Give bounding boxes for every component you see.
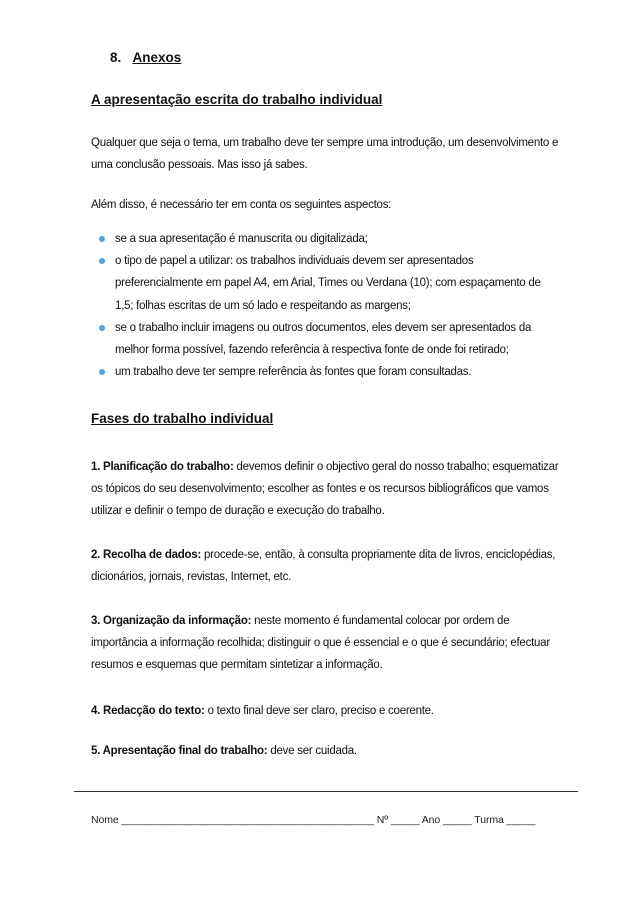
phases-heading: Fases do trabalho individual [91,411,274,426]
bullet-dot-icon [99,369,105,375]
phase-text: deve ser cuidada. [267,745,357,757]
phase-paragraph-5 [91,740,561,762]
phase-paragraph-2 [91,544,561,588]
section-title: Anexos [132,50,182,65]
list-item [91,228,561,250]
phase-paragraph-3 [91,610,561,676]
list-item [91,361,561,383]
phase-label: 3. Organização da informação: [91,615,252,627]
list-item [91,317,561,361]
aspects-lead-paragraph: Além disso, é necessário ter em conta os seguintes aspectos: [91,199,392,211]
intro-paragraph: Qualquer que seja o tema, um trabalho deve ter sempre uma introdução, um desenvolvimento e uma conclusão pessoais. Mas isso já sabes. [91,137,559,171]
section-number: 8. [110,50,122,65]
section-heading [110,50,181,65]
phase-paragraph-1 [91,456,561,522]
aspects-list [91,228,561,383]
presentation-heading: A apresentação escrita do trabalho individual [91,92,383,107]
footer-divider [74,791,578,792]
phase-text: neste momento é fundamental colocar por ordem de importância a informação recolhida; distinguir o que é essencial e o que é secundário; efectuar resumos e esquemas que permitam sintetizar a informação. [91,615,550,671]
phase-text: o texto final deve ser claro, preciso e coerente. [204,705,434,717]
phase-label: 2. Recolha de dados: [91,549,202,561]
footer-identification-line: Nome ____________________________________________ Nº _____ Ano _____ Turma _____ [91,814,536,826]
phase-label: 5. Apresentação final do trabalho: [91,745,268,757]
bullet-dot-icon [99,236,105,242]
phase-text: procede-se, então, à consulta propriamente dita de livros, enciclopédias, dicionários, jornais, revistas, Internet, etc. [91,549,556,583]
phase-text: devemos definir o objectivo geral do nosso trabalho; esquematizar os tópicos do seu desenvolvimento; escolher as fontes e os recursos bibliográficos que vamos utilizar e definir o tempo de duração e execução do trabalho. [91,461,559,517]
phase-label: 1. Planificação do trabalho: [91,461,234,473]
list-item [91,250,561,317]
list-item-text: se a sua apresentação é manuscrita ou digitalizada; [115,233,368,245]
list-item-text: um trabalho deve ter sempre referência às fontes que foram consultadas. [115,366,472,379]
bullet-dot-icon [99,258,105,264]
list-item-text: se o trabalho incluir imagens ou outros documentos, eles devem ser apresentados da melhor forma possível, fazendo referência à respectiva fonte de onde foi retirado; [115,321,532,357]
phase-paragraph-4 [91,700,561,722]
list-item-text: o tipo de papel a utilizar: os trabalhos individuais devem ser apresentados preferencialmente em papel A4, em Arial, Times ou Verdana (10); com espaçamento de 1,5; folhas escritas de um só lado e respeitando as margens; [115,255,541,312]
phase-label: 4. Redacção do texto: [91,705,205,717]
bullet-dot-icon [99,325,105,331]
